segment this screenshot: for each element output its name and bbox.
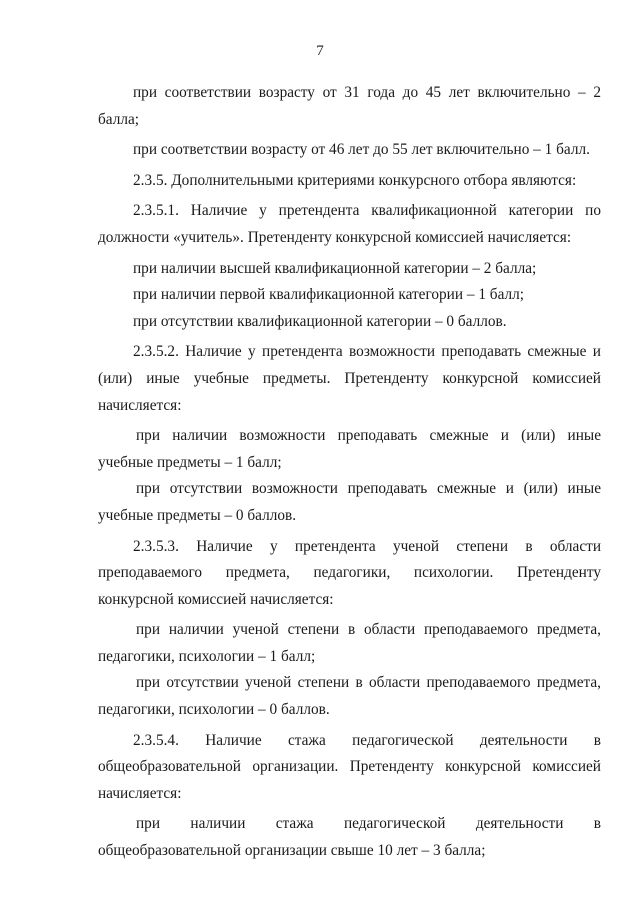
paragraph-section-2-3-5: 2.3.5. Дополнительными критериями конкурсного отбора являются: <box>133 171 577 189</box>
paragraph-has-degree: при наличии ученой степени в области преподаваемого предмета, педагогики, психологии – 1 балл; <box>98 621 601 665</box>
paragraph-no-category: при отсутствии квалификационной категории – 0 баллов. <box>133 312 507 330</box>
paragraph-experience-over-10: при наличии стажа педагогической деятельности в общеобразовательной организации свыше 10 лет – 3 балла; <box>98 815 601 860</box>
paragraph-age-46-55: при соответствии возрасту от 46 лет до 55 лет включительно – 1 балл. <box>133 141 590 159</box>
paragraph-section-2-3-5-2: 2.3.5.2. Наличие у претендента возможности преподавать смежные и (или) иные учебные предметы. Претенденту конкурсной комиссией начисляется: <box>98 343 601 414</box>
document-body <box>98 80 601 865</box>
paragraph-section-2-3-5-1: 2.3.5.1. Наличие у претендента квалификационной категории по должности «учитель». Претенденту конкурсной комиссией начисляется: <box>98 202 601 246</box>
page-number: 7 <box>316 43 324 59</box>
paragraph-no-degree: при отсутствии ученой степени в области преподаваемого предмета, педагогики, психологии – 0 баллов. <box>98 674 601 719</box>
paragraph-section-2-3-5-4: 2.3.5.4. Наличие стажа педагогической деятельности в общеобразовательной организации. Претенденту конкурсной комиссией начисляется: <box>98 731 601 802</box>
paragraph-can-teach-related: при наличии возможности преподавать смежные и (или) иные учебные предметы – 1 балл; <box>98 427 601 471</box>
paragraph-cannot-teach-related: при отсутствии возможности преподавать смежные и (или) иные учебные предметы – 0 баллов. <box>98 480 601 524</box>
paragraph-highest-category: при наличии высшей квалификационной категории – 2 балла; <box>133 259 537 277</box>
paragraph-section-2-3-5-3: 2.3.5.3. Наличие у претендента ученой степени в области преподаваемого предмета, педагогики, психологии. Претенденту конкурсной комиссией начисляется: <box>98 537 601 608</box>
paragraph-age-31-45: при соответствии возрасту от 31 года до 45 лет включительно – 2 балла; <box>98 84 601 128</box>
paragraph-first-category: при наличии первой квалификационной категории – 1 балл; <box>133 286 525 304</box>
